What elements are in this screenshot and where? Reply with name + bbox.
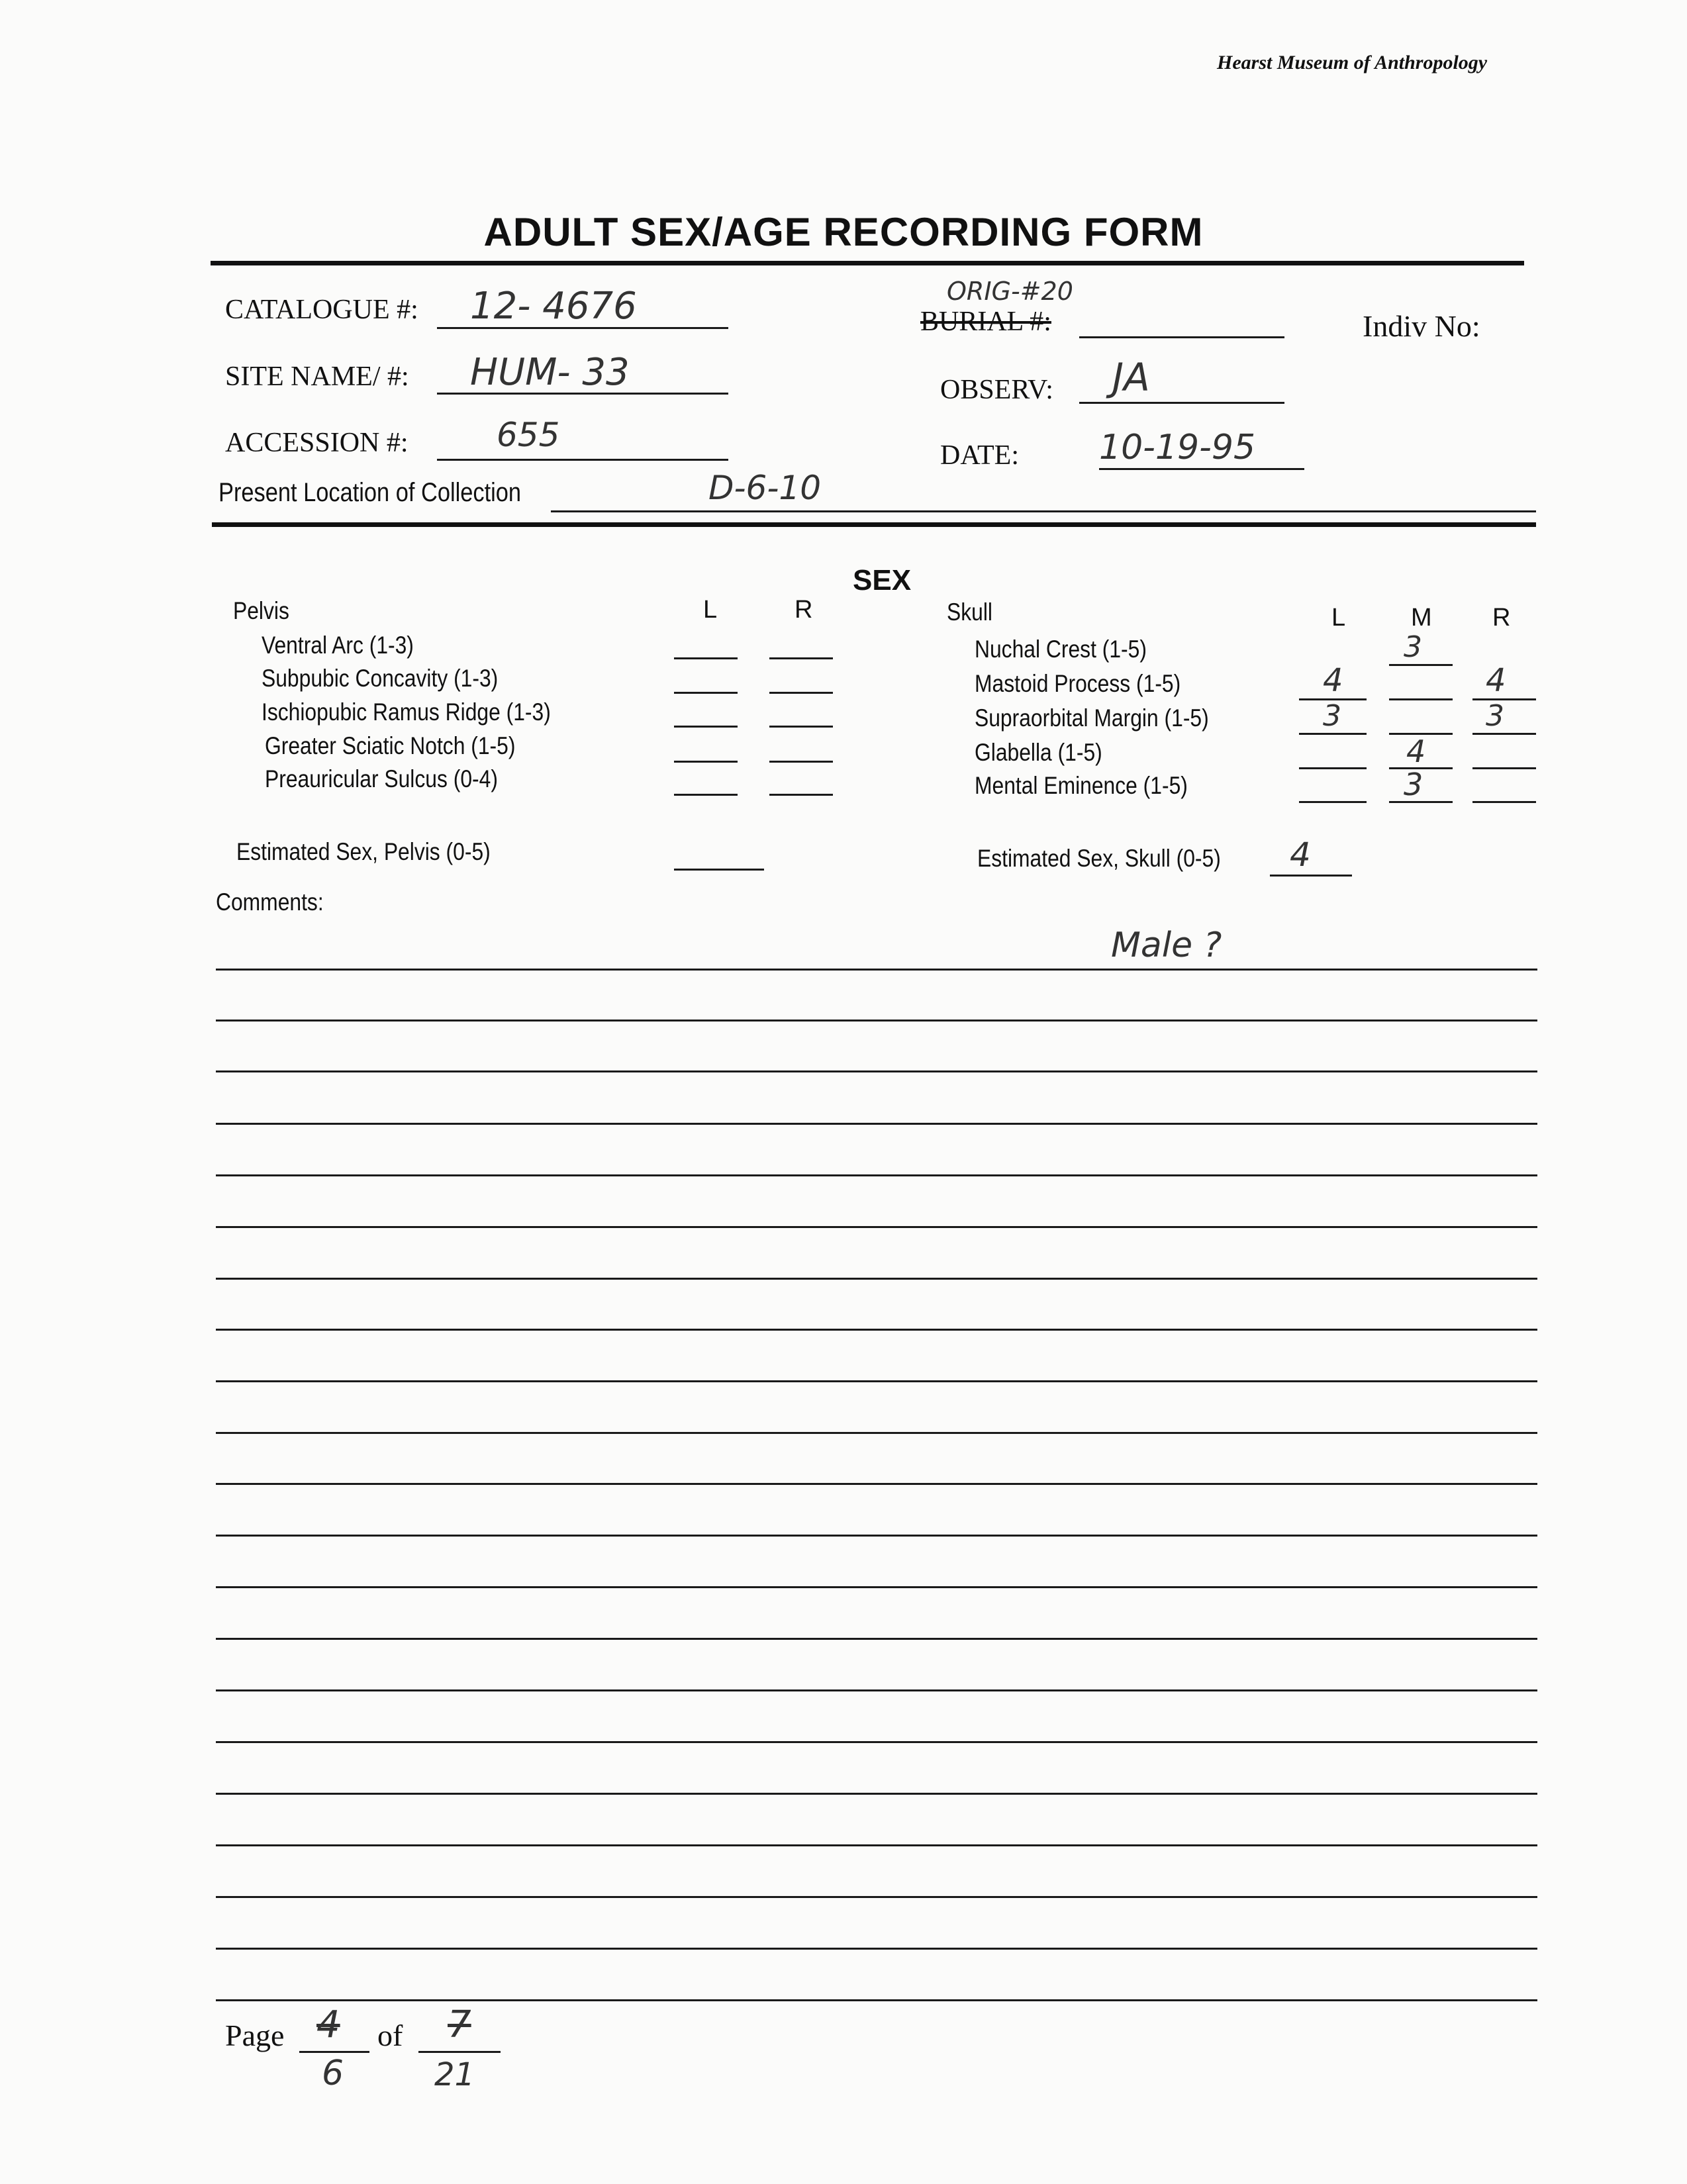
pelvis-heading: Pelvis <box>233 597 289 624</box>
pelvis-row-label: Ischiopubic Ramus Ridge (1-3) <box>262 698 551 726</box>
pelvis-ischiopubic-r-field[interactable] <box>769 726 833 728</box>
of-label: of <box>377 2018 403 2052</box>
nuchal-crest-m-value: 3 <box>1404 630 1422 664</box>
date-value: 10-19-95 <box>1099 428 1256 467</box>
glabella-m-value: 4 <box>1406 734 1426 769</box>
pelvis-ventral-arc-l-field[interactable] <box>674 657 738 659</box>
mental-eminence-m-field[interactable] <box>1389 801 1453 803</box>
skull-row-label: Supraorbital Margin (1-5) <box>975 704 1209 732</box>
pelvis-preauricular-r-field[interactable] <box>769 794 833 796</box>
observ-field[interactable] <box>1079 402 1284 404</box>
skull-row-label: Glabella (1-5) <box>975 739 1102 766</box>
catalogue-value: 12- 4676 <box>470 285 637 328</box>
catalogue-label: CATALOGUE #: <box>225 295 418 325</box>
pelvis-row-label: Greater Sciatic Notch (1-5) <box>265 732 516 759</box>
skull-row-label: Mastoid Process (1-5) <box>975 670 1181 697</box>
skull-col-m: M <box>1411 604 1432 632</box>
comment-line <box>216 1070 1537 1072</box>
page-current-field[interactable] <box>299 2051 369 2053</box>
mental-eminence-m-value: 3 <box>1404 767 1423 802</box>
mastoid-m-field[interactable] <box>1389 698 1453 700</box>
mental-eminence-r-field[interactable] <box>1472 801 1536 803</box>
skull-heading: Skull <box>947 598 992 626</box>
skull-row-label: Mental Eminence (1-5) <box>975 772 1188 799</box>
comment-line <box>216 1793 1537 1795</box>
pelvis-row-label: Ventral Arc (1-3) <box>262 632 414 659</box>
observ-value: JA <box>1112 355 1150 400</box>
skull-estimated-label: Estimated Sex, Skull (0-5) <box>977 845 1221 872</box>
comment-line <box>216 1586 1537 1588</box>
glabella-r-field[interactable] <box>1472 767 1536 769</box>
pelvis-preauricular-l-field[interactable] <box>674 794 738 796</box>
comment-line <box>216 1896 1537 1898</box>
pelvis-ischiopubic-l-field[interactable] <box>674 726 738 728</box>
comment-line <box>216 1123 1537 1125</box>
comment-line <box>216 1999 1537 2001</box>
comments-label: Comments: <box>216 888 324 916</box>
page-total: 7 <box>448 2003 471 2046</box>
skull-row-label: Nuchal Crest (1-5) <box>975 636 1147 663</box>
pelvis-row-label: Subpubic Concavity (1-3) <box>262 665 499 692</box>
comment-line <box>216 1329 1537 1331</box>
accession-value: 655 <box>497 416 560 454</box>
comment-line <box>216 1278 1537 1280</box>
page-total-below: 21 <box>434 2056 475 2093</box>
skull-col-l: L <box>1331 604 1346 632</box>
location-field[interactable] <box>551 510 1536 512</box>
site-label: SITE NAME/ #: <box>225 361 409 392</box>
supraorbital-r-field[interactable] <box>1472 733 1536 735</box>
pelvis-row-label: Preauricular Sulcus (0-4) <box>265 765 498 792</box>
burial-field[interactable] <box>1079 336 1284 338</box>
date-field[interactable] <box>1099 468 1304 470</box>
burial-annotation: ORIG-#20 <box>947 277 1073 306</box>
form-title: ADULT SEX/AGE RECORDING FORM <box>483 210 1204 254</box>
skull-estimated-field[interactable] <box>1270 875 1352 877</box>
glabella-l-field[interactable] <box>1299 767 1367 769</box>
supraorbital-l-field[interactable] <box>1299 733 1367 735</box>
comment-line <box>216 1948 1537 1950</box>
site-value: HUM- 33 <box>470 351 630 394</box>
comment-line <box>216 1174 1537 1176</box>
comment-line <box>216 1638 1537 1640</box>
comment-line <box>216 1020 1537 1021</box>
page-total-field[interactable] <box>418 2051 501 2053</box>
pelvis-subpubic-r-field[interactable] <box>769 692 833 694</box>
pelvis-col-r: R <box>795 596 813 624</box>
accession-label: ACCESSION #: <box>225 428 409 458</box>
mental-eminence-l-field[interactable] <box>1299 801 1367 803</box>
mastoid-r-value: 4 <box>1486 662 1506 699</box>
indiv-label: Indiv No: <box>1363 309 1480 343</box>
museum-header: Hearst Museum of Anthropology <box>1217 52 1488 73</box>
date-label: DATE: <box>940 440 1019 471</box>
pelvis-ventral-arc-r-field[interactable] <box>769 657 833 659</box>
page-current-below: 6 <box>322 2054 344 2093</box>
comment-line <box>216 1380 1537 1382</box>
comments-value: Male ? <box>1111 926 1222 965</box>
supraorbital-l-value: 3 <box>1323 699 1341 733</box>
sex-heading: SEX <box>853 564 912 596</box>
pelvis-estimated-label: Estimated Sex, Pelvis (0-5) <box>236 838 491 865</box>
location-value: D-6-10 <box>708 469 822 507</box>
accession-field[interactable] <box>437 459 728 461</box>
comment-line <box>216 969 1537 971</box>
pelvis-estimated-field[interactable] <box>674 869 764 871</box>
nuchal-crest-m-field[interactable] <box>1389 664 1453 666</box>
title-rule <box>211 261 1524 265</box>
pelvis-sciatic-r-field[interactable] <box>769 761 833 763</box>
supraorbital-r-value: 3 <box>1486 699 1504 733</box>
comment-line <box>216 1535 1537 1537</box>
comment-line <box>216 1741 1537 1743</box>
burial-label: BURIAL #: <box>920 307 1051 337</box>
pelvis-col-l: L <box>703 596 718 624</box>
pelvis-subpubic-l-field[interactable] <box>674 692 738 694</box>
skull-col-r: R <box>1492 604 1511 632</box>
comment-line <box>216 1844 1537 1846</box>
skull-estimated-value: 4 <box>1290 835 1311 874</box>
location-label: Present Location of Collection <box>218 478 522 507</box>
comment-line <box>216 1432 1537 1434</box>
page-current: 4 <box>316 2003 340 2046</box>
comment-line <box>216 1483 1537 1485</box>
observ-label: OBSERV: <box>940 375 1053 405</box>
mastoid-r-field[interactable] <box>1472 698 1536 700</box>
page-label: Page <box>225 2018 285 2052</box>
comment-line <box>216 1226 1537 1228</box>
comment-line <box>216 1689 1537 1691</box>
mastoid-l-value: 4 <box>1323 662 1343 699</box>
header-rule <box>212 522 1536 527</box>
pelvis-sciatic-l-field[interactable] <box>674 761 738 763</box>
